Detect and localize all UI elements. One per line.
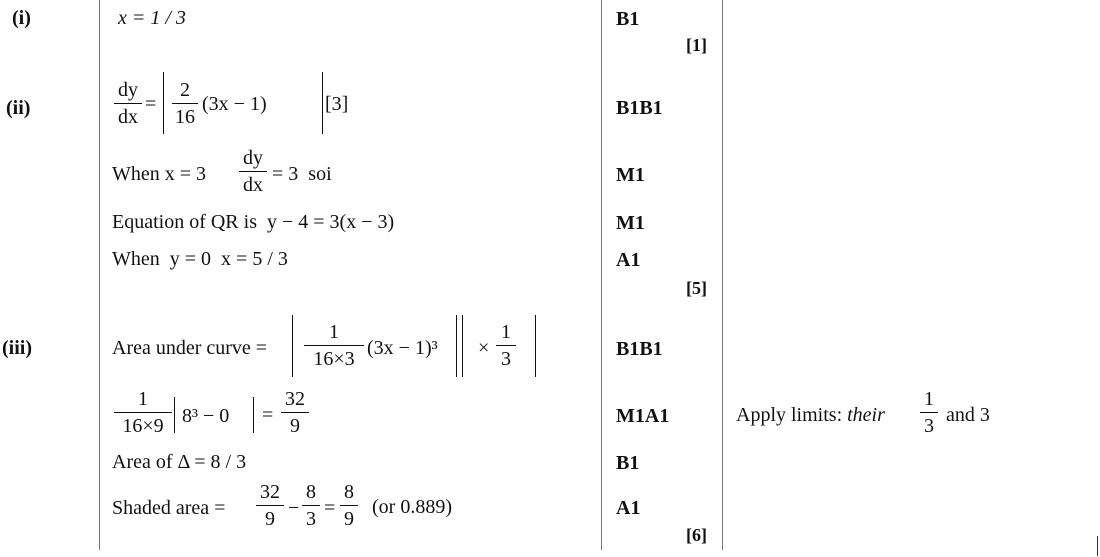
column-rule-answer <box>601 0 602 550</box>
mark-iii-1: B1B1 <box>616 338 663 360</box>
fraction-8-3: 8 3 <box>302 482 320 529</box>
expression-iii: (3x − 1)³ <box>367 337 438 359</box>
total-i: [1] <box>686 35 707 55</box>
answer-i: x = 1 / 3 <box>118 7 186 29</box>
area-under-curve-label: Area under curve = <box>112 337 268 359</box>
equals-sign: = <box>145 93 157 115</box>
when-x-3: When x = 3 <box>112 163 207 185</box>
shaded-area-label: Shaded area = <box>112 497 226 519</box>
minus-sign: − <box>288 497 300 519</box>
part-label-ii: (ii) <box>6 97 31 119</box>
guidance-apply-limits: Apply limits: their <box>736 404 885 426</box>
mark-iii-3: B1 <box>616 452 640 474</box>
when-y-0: When y = 0 x = 5 / 3 <box>112 248 288 270</box>
fraction-2-16: 2 16 <box>172 80 198 127</box>
factor-ii: [3] <box>325 93 349 115</box>
equation-qr: Equation of QR is y − 4 = 3(x − 3) <box>112 211 395 233</box>
derivative-fraction-2: dy dx <box>239 148 267 195</box>
guidance-and-3: and 3 <box>946 404 990 426</box>
mark-ii-2: M1 <box>616 164 645 186</box>
fraction-8-9: 8 9 <box>340 482 358 529</box>
column-rule-mark <box>722 0 723 550</box>
right-edge-tick <box>1097 536 1098 556</box>
part-label-iii: (iii) <box>2 337 32 359</box>
fraction-32-9: 32 9 <box>281 389 309 436</box>
total-ii: [5] <box>686 278 707 298</box>
gradient-value: = 3 soi <box>272 163 332 185</box>
mark-iii-4: A1 <box>616 497 641 519</box>
fraction-1-16x9: 1 16×9 <box>114 389 172 436</box>
equals-sign-3: = <box>324 497 336 519</box>
mark-ii-1: B1B1 <box>616 97 663 119</box>
fraction-1-3: 1 3 <box>496 322 516 369</box>
derivative-fraction: dy dx <box>114 80 142 127</box>
mark-ii-4: A1 <box>616 249 641 271</box>
times-sign: × <box>478 337 490 359</box>
equals-sign-2: = <box>262 404 274 426</box>
mark-iii-2: M1A1 <box>616 405 670 427</box>
limits-expression: 8³ − 0 <box>182 405 230 427</box>
area-of-triangle: Area of Δ = 8 / 3 <box>112 451 247 473</box>
part-label-i: (i) <box>12 7 31 29</box>
mark-i: B1 <box>616 8 640 30</box>
total-iii: [6] <box>686 525 707 545</box>
expression-ii: (3x − 1) <box>202 93 267 115</box>
guidance-fraction: 1 3 <box>920 389 938 436</box>
mark-ii-3: M1 <box>616 212 645 234</box>
fraction-1-16x3: 1 16×3 <box>304 322 364 369</box>
fraction-32-9-b: 32 9 <box>256 482 284 529</box>
column-rule-left <box>99 0 100 550</box>
decimal-answer: (or 0.889) <box>372 496 452 518</box>
